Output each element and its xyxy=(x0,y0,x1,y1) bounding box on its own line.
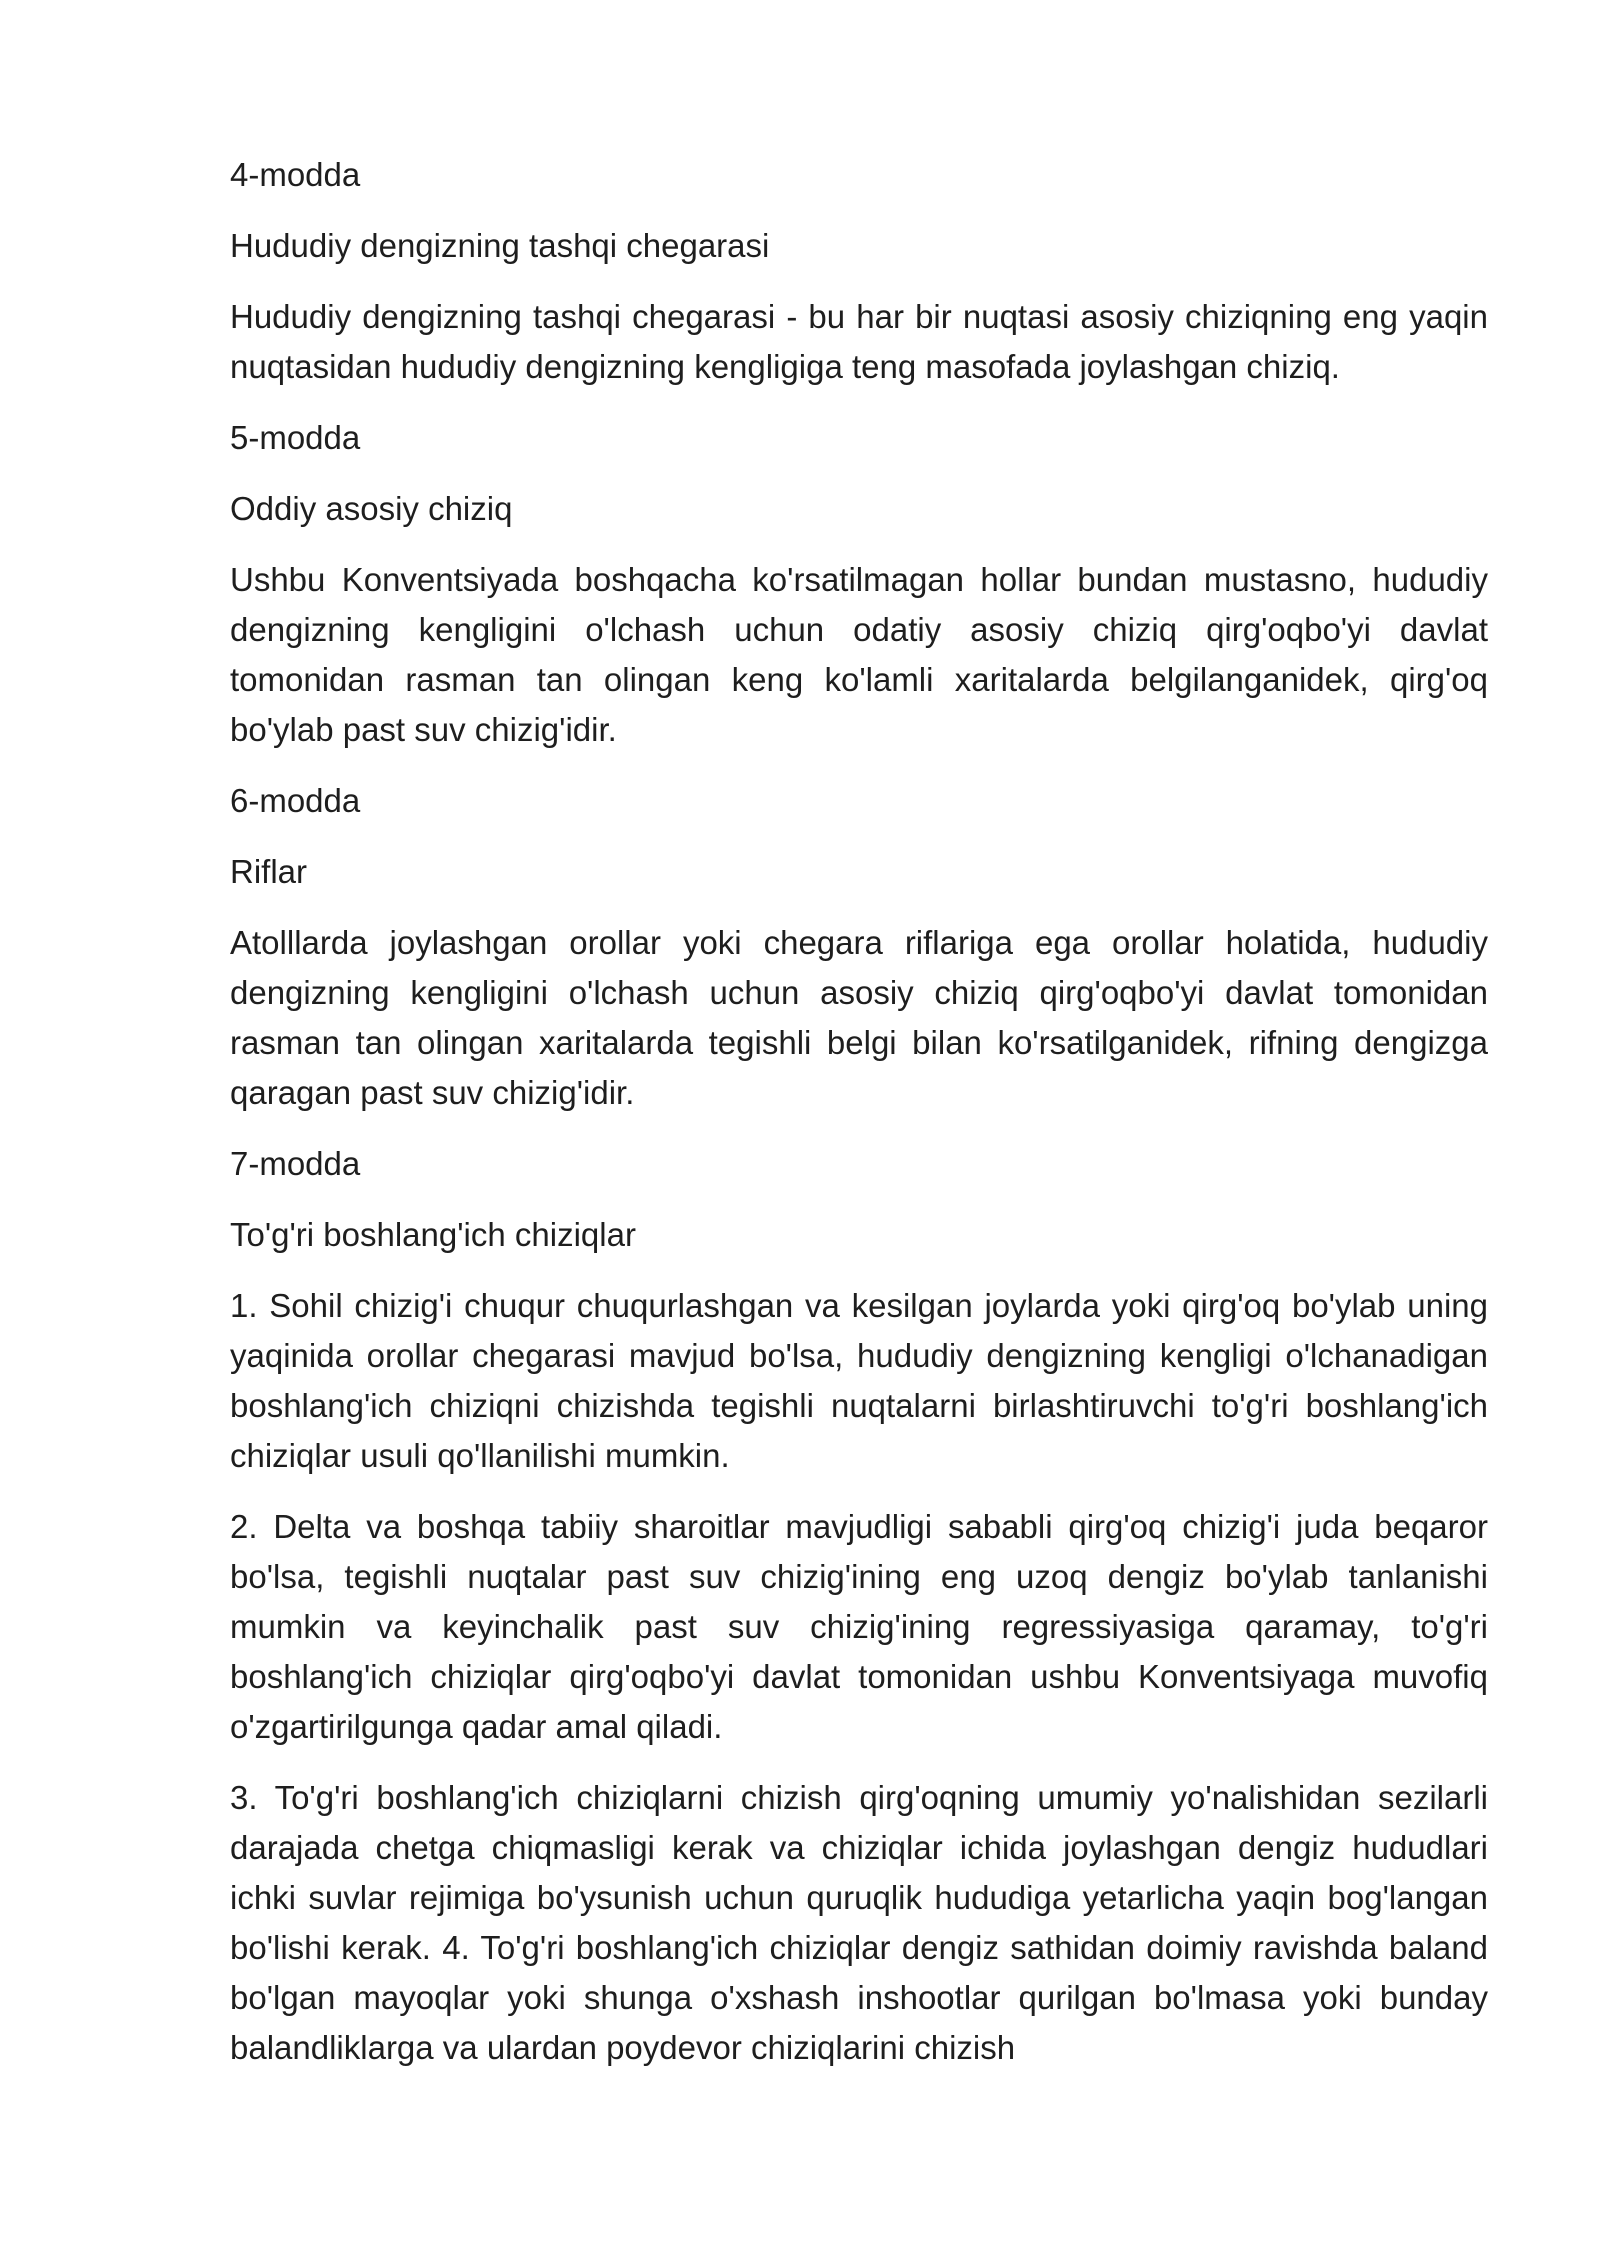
article-7-clause-1: 1. Sohil chizig'i chuqur chuqurlashgan va kesilgan joylarda yoki qirg'oq bo'ylab uning yaqinida orollar chegarasi mavjud bo'lsa, hududiy dengizning kengligi o'lchanadigan boshlang'ich chiziqni chizishda tegishli nuqtalarni birlashtiruvchi to'g'ri boshlang'ich chiziqlar usuli qo'llanilishi mumkin. xyxy=(230,1287,1488,1474)
article-7-clause-2: 2. Delta va boshqa tabiiy sharoitlar mavjudligi sababli qirg'oq chizig'i juda beqaror bo'lsa, tegishli nuqtalar past suv chizig'ining eng uzoq dengiz bo'ylab tanlanishi mumkin va keyinchalik past suv chizig'ining regressiyasiga qaramay, to'g'ri boshlang'ich chiziqlar qirg'oqbo'yi davlat tomonidan ushbu Konventsiyaga muvofiq o'zgartirilgunga qadar amal qiladi. xyxy=(230,1508,1488,1745)
article-number-5: 5-modda xyxy=(230,419,361,456)
article-body-5: Ushbu Konventsiyada boshqacha ko'rsatilmagan hollar bundan mustasno, hududiy dengizning kengligini o'lchash uchun odatiy asosiy chiziq qirg'oqbo'yi davlat tomonidan rasman tan olingan keng ko'lamli xaritalarda belgilanganidek, qirg'oq bo'ylab past suv chizig'idir. xyxy=(230,561,1488,748)
article-title-7: To'g'ri boshlang'ich chiziqlar xyxy=(230,1216,636,1253)
article-number-4: 4-modda xyxy=(230,156,361,193)
article-number-7: 7-modda xyxy=(230,1145,361,1182)
article-title-4: Hududiy dengizning tashqi chegarasi xyxy=(230,227,770,264)
article-number-6: 6-modda xyxy=(230,782,361,819)
article-title-5: Oddiy asosiy chiziq xyxy=(230,490,513,527)
article-body-6: Atolllarda joylashgan orollar yoki chegara riflariga ega orollar holatida, hududiy dengizning kengligini o'lchash uchun asosiy chiziq qirg'oqbo'yi davlat tomonidan rasman tan olingan xaritalarda tegishli belgi bilan ko'rsatilganidek, rifning dengizga qaragan past suv chizig'idir. xyxy=(230,924,1488,1111)
article-title-6: Riflar xyxy=(230,853,308,890)
article-body-4: Hududiy dengizning tashqi chegarasi - bu har bir nuqtasi asosiy chiziqning eng yaqin nuqtasidan hududiy dengizning kengligiga teng masofada joylashgan chiziq. xyxy=(230,298,1488,385)
article-7-clause-3: 3. To'g'ri boshlang'ich chiziqlarni chizish qirg'oqning umumiy yo'nalishidan sezilarli darajada chetga chiqmasligi kerak va chiziqlar ichida joylashgan dengiz hududlari ichki suvlar rejimiga bo'ysunish uchun quruqlik hududiga yetarlicha yaqin bog'langan bo'lishi kerak. 4. To'g'ri boshlang'ich chiziqlar dengiz sathidan doimiy ravishda baland bo'lgan mayoqlar yoki shunga o'xshash inshootlar qurilgan bo'lmasa yoki bunday balandliklarga va ulardan poydevor chiziqlarini chizish xyxy=(230,1779,1488,2066)
